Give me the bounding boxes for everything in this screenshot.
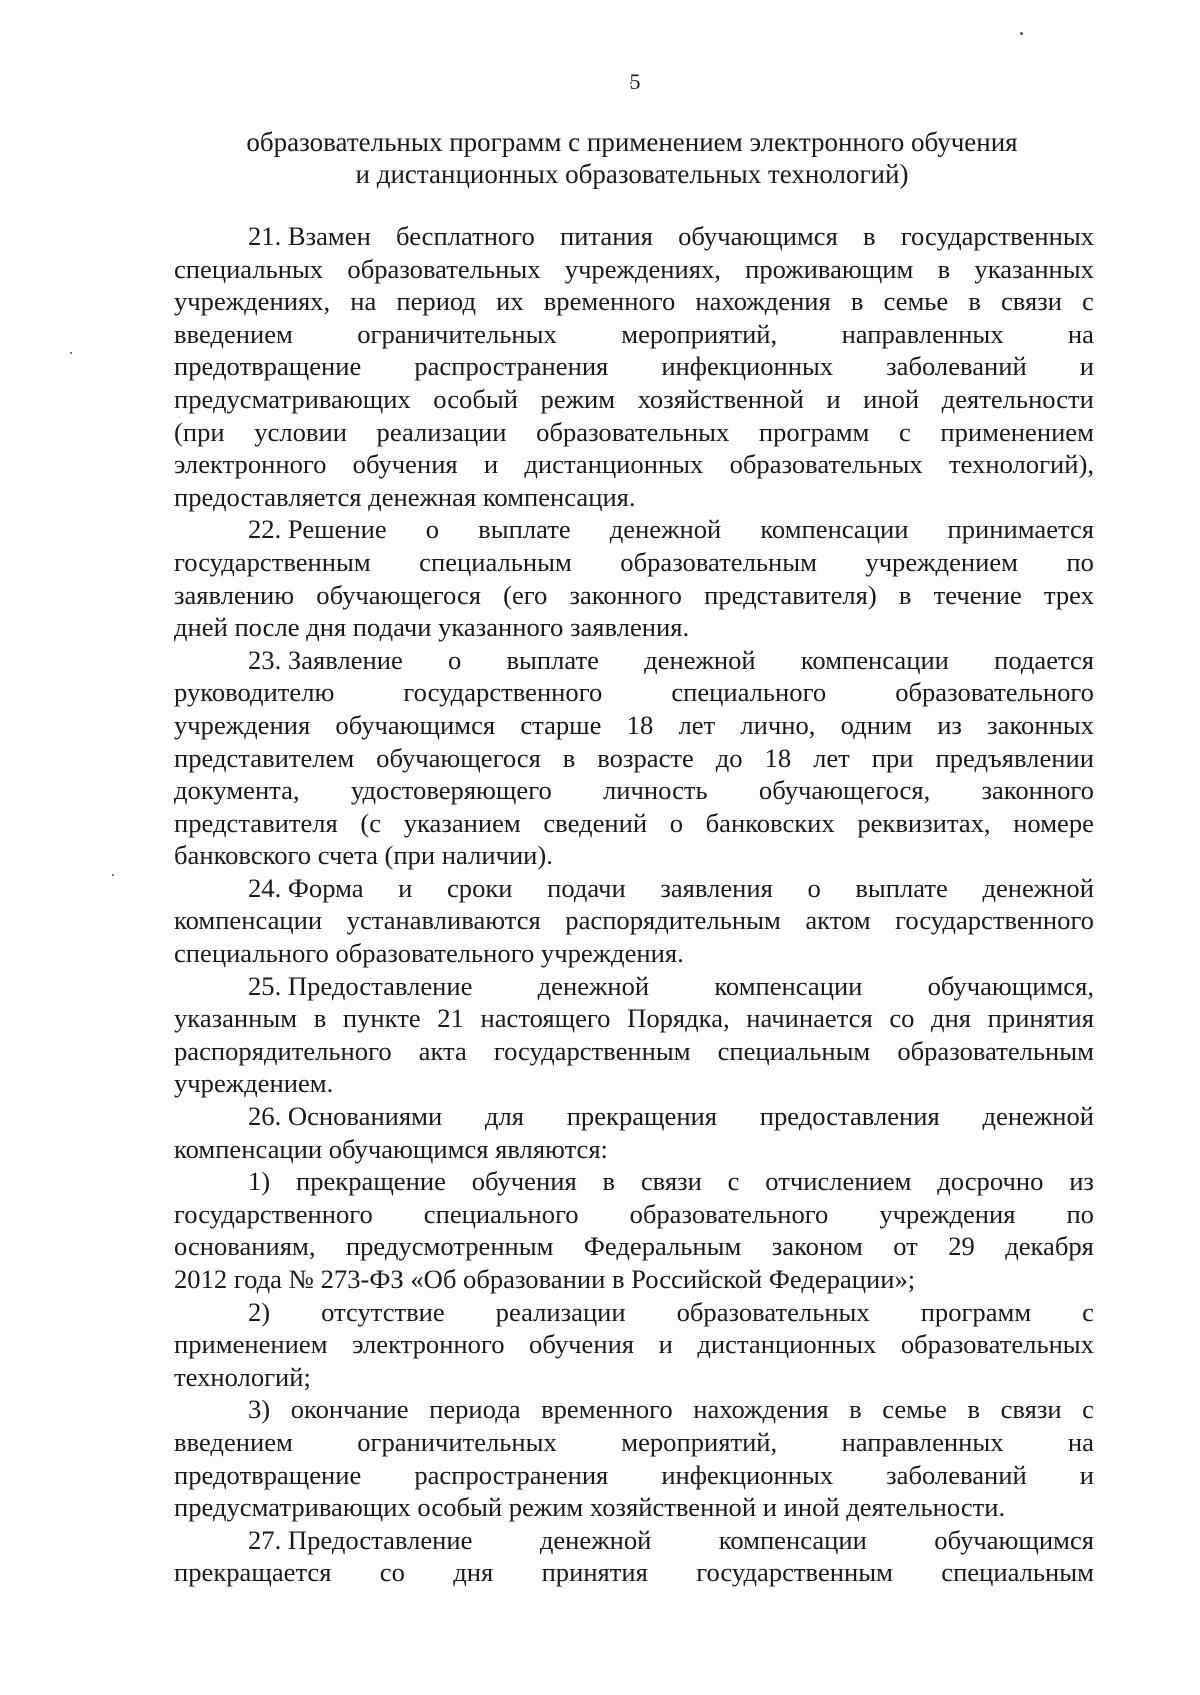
- paragraph-24: [174, 872, 1094, 970]
- word: представителя): [704, 579, 877, 610]
- word: сроки: [446, 872, 513, 903]
- word: распорядительного: [174, 1035, 392, 1066]
- word: из: [937, 709, 962, 740]
- text-line: [174, 350, 1094, 383]
- word: обучающимся,: [927, 970, 1094, 1001]
- word: старше: [520, 709, 602, 740]
- text-line: [174, 1230, 1094, 1263]
- word: применением: [940, 416, 1094, 447]
- word: распорядительным: [565, 905, 781, 936]
- word: (при: [174, 416, 225, 447]
- word: 29: [948, 1231, 975, 1262]
- word: питания: [559, 221, 653, 251]
- word: номере: [1013, 807, 1094, 838]
- paragraph-25: [174, 970, 1094, 1100]
- word: связи: [640, 1166, 702, 1197]
- word: в: [968, 286, 981, 317]
- word: о: [807, 872, 821, 903]
- word: заболеваний: [886, 351, 1027, 382]
- text-line: [174, 448, 1094, 481]
- word: специальным: [419, 546, 572, 577]
- word: о: [669, 807, 683, 838]
- word: и: [826, 383, 841, 414]
- word: и: [658, 1329, 673, 1360]
- word: обучающимся: [934, 1524, 1094, 1555]
- word: специальных: [174, 253, 324, 284]
- word: 27. Предоставление: [248, 1524, 473, 1555]
- word: со: [379, 1557, 405, 1588]
- word: иной: [863, 383, 920, 414]
- word: временного: [541, 1394, 673, 1425]
- word: основаниям,: [174, 1231, 316, 1262]
- scan-speck: [112, 874, 114, 876]
- text-line: банковского счета (при наличии).: [174, 840, 553, 871]
- word: (с: [360, 807, 382, 838]
- word: периода: [429, 1394, 521, 1425]
- text-line: [174, 970, 1094, 1003]
- word: 25. Предоставление: [248, 970, 473, 1001]
- word: особый: [433, 383, 518, 414]
- word: государственным: [493, 1035, 691, 1066]
- word: о: [447, 644, 462, 675]
- word: в: [562, 742, 576, 773]
- word: выплате: [506, 644, 599, 675]
- word: учреждениях,: [564, 253, 721, 284]
- paragraph-27: [174, 1524, 1094, 1589]
- word: подается: [994, 644, 1094, 675]
- word: в: [849, 1394, 862, 1425]
- word: выплате: [855, 872, 948, 903]
- word: по: [1066, 1198, 1094, 1229]
- word: инфекционных: [661, 1459, 834, 1490]
- word: учреждением: [865, 546, 1018, 577]
- section-header: [160, 126, 1104, 190]
- text-line: [174, 285, 1094, 318]
- word: денежной: [539, 1524, 652, 1555]
- word: указанных: [974, 253, 1094, 284]
- word: банковских: [705, 807, 835, 838]
- word: предотвращение: [174, 1459, 362, 1490]
- word: и: [398, 872, 413, 903]
- word: инфекционных: [661, 351, 834, 382]
- word: нахождения: [695, 286, 831, 317]
- word: денежной: [537, 970, 650, 1001]
- word: одним: [840, 709, 912, 740]
- text-line: [174, 872, 1094, 905]
- word: компенсации: [174, 905, 323, 936]
- paragraph-21: [174, 220, 1094, 513]
- word: семье: [882, 1394, 947, 1425]
- word: образовательным: [620, 546, 817, 577]
- text-line: [174, 1556, 1094, 1589]
- word: лет: [678, 709, 716, 740]
- text-line: компенсации обучающимся являются:: [174, 1133, 608, 1164]
- word: предъявлении: [935, 742, 1094, 773]
- word: до: [715, 742, 743, 773]
- word: распространения: [414, 351, 609, 382]
- word: 18: [626, 709, 654, 740]
- word: направленных: [841, 1426, 1004, 1457]
- word: Федеральным: [583, 1231, 742, 1262]
- word: начинается: [746, 1003, 873, 1034]
- word: учреждения: [879, 1198, 1016, 1229]
- list-item-3: [174, 1393, 1094, 1523]
- word: принимается: [947, 514, 1094, 545]
- word: обучающимся: [335, 709, 496, 740]
- word: специального: [423, 1198, 579, 1229]
- text-line: [174, 807, 1094, 840]
- word: условии: [254, 416, 347, 447]
- text-line: [174, 1165, 1094, 1198]
- text-line: учреждением.: [174, 1068, 334, 1099]
- word: настоящего: [480, 1003, 611, 1034]
- word: распространения: [414, 1459, 609, 1490]
- word: представителя: [174, 807, 338, 838]
- word: акта: [418, 1035, 467, 1066]
- word: ограничительных: [357, 1426, 557, 1457]
- word: нахождения: [693, 1394, 829, 1425]
- word: законных: [987, 709, 1094, 740]
- word: реализации: [376, 416, 507, 447]
- word: технологий),: [948, 449, 1094, 480]
- word: образовательных: [729, 449, 923, 480]
- text-line: [174, 513, 1094, 546]
- word: с: [1082, 1394, 1094, 1425]
- word: принятия: [987, 1003, 1094, 1034]
- word: компенсации: [718, 1524, 867, 1555]
- word: со: [889, 1003, 915, 1034]
- word: дистанционных: [697, 1329, 877, 1360]
- word: о: [425, 514, 440, 545]
- word: законного: [569, 579, 682, 610]
- word: руководителю: [174, 677, 335, 708]
- word: законного: [981, 775, 1094, 806]
- text-line: технологий;: [174, 1361, 311, 1392]
- word: на: [350, 286, 377, 317]
- paragraph-22: [174, 513, 1094, 643]
- word: (его: [503, 579, 548, 610]
- word: выплате: [478, 514, 571, 545]
- word: государственным: [174, 546, 371, 577]
- word: дня: [931, 1003, 972, 1034]
- word: заявления: [660, 872, 773, 903]
- word: компенсации: [800, 644, 949, 675]
- text-line: 2012 года № 273-ФЗ «Об образовании в Российской Федерации»;: [174, 1264, 916, 1294]
- word: документа,: [174, 775, 300, 806]
- list-item-2: [174, 1296, 1094, 1394]
- word: их: [496, 286, 524, 317]
- word: предусматривающих: [174, 383, 411, 414]
- word: с: [898, 416, 911, 447]
- word: и: [1079, 1459, 1094, 1490]
- word: государственного: [174, 1198, 373, 1229]
- word: денежной: [982, 1101, 1094, 1132]
- word: реквизитах,: [857, 807, 991, 838]
- word: обучения: [352, 449, 458, 480]
- word: семье: [883, 286, 949, 317]
- word: течение: [933, 579, 1022, 610]
- header-line: и дистанционных образовательных технологий): [355, 159, 909, 189]
- paragraph-23: [174, 644, 1094, 872]
- word: предусмотренным: [345, 1231, 554, 1262]
- word: 21: [437, 1003, 464, 1034]
- text-line: [174, 1198, 1094, 1231]
- word: обучающегося,: [758, 775, 931, 806]
- word: с: [1082, 286, 1094, 317]
- word: учреждения: [174, 709, 311, 740]
- word: прекращения: [566, 1101, 718, 1132]
- word: в: [850, 286, 864, 317]
- word: 24. Форма: [248, 872, 364, 903]
- text-line: [174, 1524, 1094, 1557]
- word: 3): [248, 1394, 271, 1425]
- word: программ: [920, 1296, 1032, 1327]
- text-line: [174, 1328, 1094, 1361]
- word: на: [1067, 318, 1094, 349]
- word: денежной: [644, 644, 756, 675]
- word: учреждениях,: [174, 286, 331, 317]
- text-line: [174, 1002, 1094, 1035]
- word: указанным: [174, 1003, 298, 1034]
- text-line: [174, 253, 1094, 286]
- word: законом: [771, 1231, 863, 1262]
- word: прекращается: [174, 1557, 332, 1588]
- word: 23. Заявление: [248, 644, 403, 675]
- word: 26. Основаниями: [248, 1101, 443, 1132]
- word: на: [1067, 1426, 1094, 1457]
- word: с: [727, 1166, 740, 1197]
- word: заявлению: [174, 579, 295, 610]
- word: сведений: [543, 807, 648, 838]
- text-line: [174, 1426, 1094, 1459]
- word: направленных: [841, 318, 1004, 349]
- word: личность: [603, 775, 708, 806]
- word: электронного: [174, 449, 327, 480]
- word: образовательных: [676, 1296, 870, 1327]
- word: связи: [1000, 286, 1062, 317]
- word: обучения: [529, 1329, 635, 1360]
- word: для: [484, 1101, 524, 1132]
- text-line: предоставляется денежная компенсация.: [174, 481, 636, 512]
- text-line: [174, 383, 1094, 416]
- page-number: 5: [629, 69, 641, 94]
- word: специального: [671, 677, 827, 708]
- word: предоставления: [759, 1101, 940, 1132]
- text-line: [174, 1459, 1094, 1492]
- word: в: [967, 1394, 981, 1425]
- word: образовательных: [536, 416, 730, 447]
- word: электронного: [352, 1329, 505, 1360]
- text-line: [174, 416, 1094, 449]
- word: актом: [805, 905, 871, 936]
- word: досрочно: [937, 1166, 1044, 1197]
- text-line: [174, 1100, 1094, 1133]
- word: и: [1079, 351, 1094, 382]
- word: указанием: [403, 807, 521, 838]
- word: лично,: [740, 709, 816, 740]
- word: государственным: [696, 1557, 893, 1588]
- word: предотвращение: [174, 351, 362, 382]
- word: в: [313, 1003, 327, 1034]
- word: денежной: [982, 872, 1094, 903]
- word: обучения: [471, 1166, 577, 1197]
- word: дистанционных: [524, 449, 704, 480]
- text-line: [174, 709, 1094, 742]
- word: бесплатного: [396, 221, 535, 251]
- word: прекращение: [295, 1166, 446, 1197]
- word: возрасте: [597, 742, 694, 773]
- word: принятия: [541, 1557, 648, 1588]
- word: временного: [543, 286, 676, 317]
- word: государственного: [403, 677, 603, 708]
- word: дня: [453, 1557, 494, 1588]
- text-line: [174, 220, 1094, 253]
- word: из: [1069, 1166, 1094, 1197]
- word: трех: [1043, 579, 1094, 610]
- text-line: специального образовательного учреждения.: [174, 938, 684, 969]
- word: 18: [764, 742, 792, 773]
- word: реализации: [495, 1296, 626, 1327]
- word: при: [871, 742, 914, 773]
- word: введением: [174, 318, 293, 349]
- text-line: [174, 579, 1094, 612]
- word: государственных: [900, 221, 1094, 251]
- word: декабря: [1005, 1231, 1094, 1262]
- word: денежной: [609, 514, 722, 545]
- scan-speck: [1020, 32, 1023, 35]
- word: и: [483, 449, 499, 480]
- word: режим: [540, 383, 616, 414]
- word: связи: [1000, 1394, 1062, 1425]
- word: мероприятий,: [621, 1426, 778, 1457]
- text-line: [174, 1393, 1094, 1426]
- text-line: [174, 742, 1094, 775]
- word: устанавливаются: [346, 905, 541, 936]
- word: компенсации: [760, 514, 909, 545]
- word: пункте: [342, 1003, 421, 1034]
- word: образовательного: [895, 677, 1094, 708]
- text-line: [174, 546, 1094, 579]
- list-item-1: [174, 1165, 1094, 1295]
- word: отсутствие: [321, 1296, 445, 1327]
- text-line: [174, 318, 1094, 351]
- word: мероприятий,: [621, 318, 778, 349]
- word: в: [863, 221, 876, 251]
- header-line: образовательных программ с применением электронного обучения: [246, 127, 1018, 157]
- word: 2): [248, 1296, 271, 1327]
- paragraph-26: [174, 1100, 1094, 1165]
- word: обучающегося: [316, 579, 481, 610]
- word: 1): [248, 1166, 271, 1197]
- text-line: [174, 904, 1094, 937]
- word: 22. Решение: [248, 514, 387, 545]
- word: Порядка,: [627, 1003, 730, 1034]
- word: от: [893, 1231, 918, 1262]
- word: государственного: [895, 905, 1094, 936]
- word: образовательных: [900, 1329, 1094, 1360]
- scan-speck: [70, 352, 72, 354]
- word: лет: [813, 742, 850, 773]
- word: компенсации: [714, 970, 863, 1001]
- word: в: [602, 1166, 616, 1197]
- word: обучающимся: [678, 221, 838, 251]
- word: введением: [174, 1426, 293, 1457]
- text-line: [174, 644, 1094, 677]
- word: деятельности: [941, 383, 1094, 414]
- word: окончание: [290, 1394, 409, 1425]
- word: в: [898, 579, 912, 610]
- text-line: [174, 1296, 1094, 1329]
- word: заболеваний: [886, 1459, 1027, 1490]
- word: удостоверяющего: [350, 775, 552, 806]
- word: хозяйственной: [637, 383, 804, 414]
- word: период: [396, 286, 476, 317]
- word: с: [1082, 1296, 1094, 1327]
- word: проживающим: [745, 253, 914, 284]
- word: подачи: [547, 872, 626, 903]
- text-line: [174, 774, 1094, 807]
- word: в: [937, 253, 951, 284]
- word: отчислением: [765, 1166, 912, 1197]
- text-line: предусматривающих особый режим хозяйственной и иной деятельности.: [174, 1492, 1006, 1523]
- word: образовательного: [629, 1198, 829, 1229]
- word: обучающегося: [376, 742, 541, 773]
- text-line: дней после дня подачи указанного заявления.: [174, 612, 690, 643]
- word: программ: [758, 416, 870, 447]
- word: ограничительных: [357, 318, 557, 349]
- word: представителем: [174, 742, 355, 773]
- word: специальным: [941, 1557, 1094, 1588]
- word: образовательным: [897, 1035, 1094, 1066]
- word: 21. Взамен: [248, 221, 371, 251]
- document-body: [174, 220, 1094, 1589]
- word: применением: [174, 1329, 328, 1360]
- word: образовательных: [347, 253, 541, 284]
- text-line: [174, 1035, 1094, 1068]
- word: специальным: [717, 1035, 871, 1066]
- text-line: [174, 676, 1094, 709]
- word: по: [1066, 546, 1094, 577]
